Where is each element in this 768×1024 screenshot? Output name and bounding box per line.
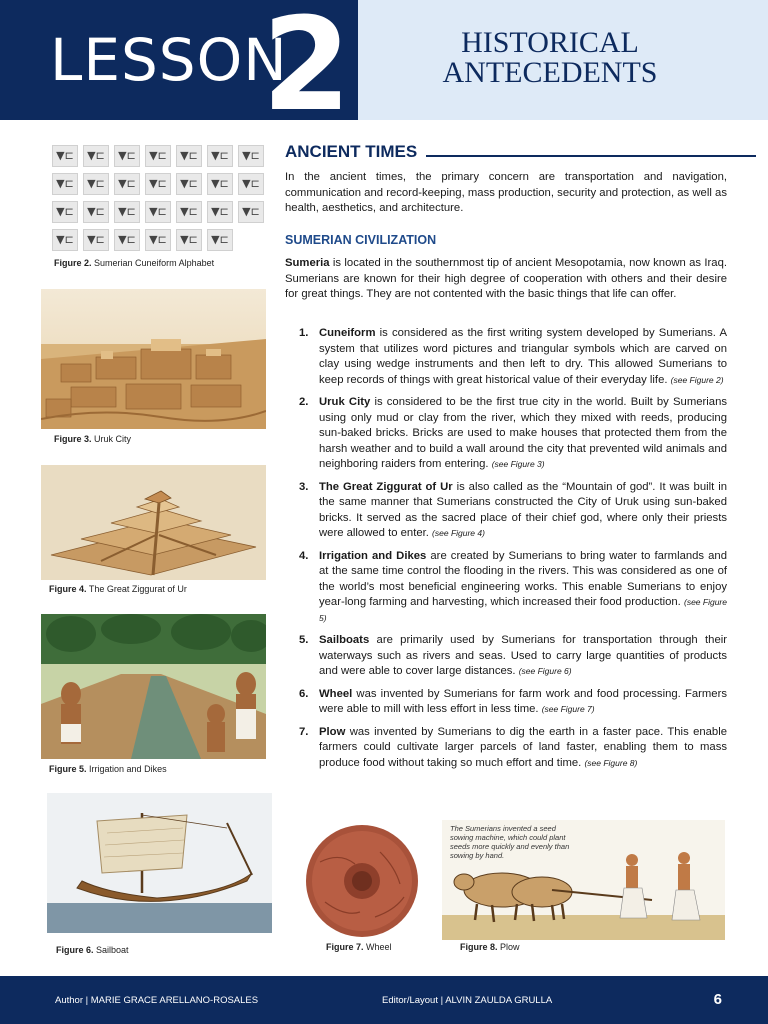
figure-3-caption: [54, 434, 131, 444]
cuneiform-glyph-tile: ▼⊏: [176, 145, 202, 167]
cuneiform-glyph-tile: ▼⊏: [52, 173, 78, 195]
figure-8-text: Plow: [500, 942, 520, 952]
plow-inset-text: The Sumerians invented a seed sowing machine, which could plant seeds more quickly and evenly than sowing by hand.: [450, 824, 570, 860]
cuneiform-glyph-tile: ▼⊏: [52, 145, 78, 167]
figure-7-text: Wheel: [366, 942, 392, 952]
item-number: 2.: [299, 396, 309, 408]
cuneiform-glyph-tile: ▼⊏: [238, 145, 264, 167]
list-item: [297, 687, 727, 718]
ziggurat-image: [41, 465, 266, 580]
lesson-word: LESSON: [50, 26, 288, 94]
cuneiform-glyph-tile: ▼⊏: [114, 145, 140, 167]
list-item: [297, 326, 727, 388]
sumeria-term: Sumeria: [285, 257, 330, 269]
list-item: [297, 549, 727, 627]
cuneiform-glyph-tile: ▼⊏: [114, 201, 140, 223]
invention-list: [297, 326, 727, 778]
page-header: [0, 0, 768, 140]
cuneiform-glyph-tile: ▼⊏: [83, 173, 109, 195]
sumeria-text: is located in the southernmost tip of ancient Mesopotamia, now known as Iraq. Sumerians are known for their high degree of cooperation with others and their desire for great things. They are not contented with the basic things that life can offer.: [285, 257, 727, 300]
cuneiform-glyph-tile: ▼⊏: [145, 201, 171, 223]
item-term: Irrigation and Dikes: [319, 549, 427, 562]
list-item: [297, 725, 727, 772]
figure-4-caption: [49, 584, 187, 594]
figure-4-text: The Great Ziggurat of Ur: [88, 584, 187, 594]
sumeria-paragraph: [285, 256, 727, 303]
sailboat-image: [47, 793, 272, 933]
lesson-title-line2: ANTECEDENTS: [442, 56, 658, 89]
item-number: 6.: [299, 687, 309, 700]
cuneiform-glyph-tile: ▼⊏: [83, 145, 109, 167]
figure-2-caption: [54, 258, 214, 268]
cuneiform-glyph-tile: ▼⊏: [238, 201, 264, 223]
cuneiform-glyph-tile: ▼⊏: [176, 229, 202, 251]
item-text: is considered as the first writing system developed by Sumerians. A system that utilizes word pictures and triangular symbols which are carved on clay using wedge instruments and then left to dry. This allowed Sumerians to keep records of things with great historical value of their everyday life.: [319, 327, 727, 386]
figure-2-text: Sumerian Cuneiform Alphabet: [94, 258, 215, 268]
figure-5-text: Irrigation and Dikes: [89, 764, 167, 774]
figure-6-caption: [56, 945, 129, 955]
cuneiform-alphabet-image: [48, 143, 266, 253]
item-figure-ref: (see Figure 4): [432, 528, 485, 538]
cuneiform-glyph-tile: ▼⊏: [207, 229, 233, 251]
item-term: Wheel: [319, 687, 353, 700]
item-number: 7.: [299, 725, 309, 738]
figure-7-caption: [326, 942, 392, 952]
item-figure-ref: (see Figure 6): [518, 666, 572, 676]
lesson-number: 2: [262, 0, 352, 140]
item-figure-ref: (see Figure 2): [670, 374, 724, 385]
section-title: ANCIENT TIMES: [285, 142, 418, 161]
figure-5-label: Figure 5.: [49, 764, 87, 774]
item-number: 1.: [299, 327, 309, 339]
cuneiform-glyph-tile: ▼⊏: [207, 145, 233, 167]
figure-8-caption: [460, 942, 520, 952]
figure-3-label: Figure 3.: [54, 434, 92, 444]
item-figure-ref: (see Figure 7): [541, 704, 595, 714]
item-figure-ref: (see Figure 8): [584, 757, 638, 768]
item-text: is also called as the “Mountain of god”. It was built in the same manner that Sumerians constructed the City of Uruk using sun-baked bricks. It served as the sacred place of their chief god, where only their priests were allowed to enter.: [319, 480, 727, 539]
item-text: are primarily used by Sumerians for transportation through their waterways such as rivers and seas. Used to carry large quantities of products and were able to cover large distances.: [319, 634, 727, 677]
cuneiform-glyph-tile: ▼⊏: [145, 173, 171, 195]
cuneiform-glyph-tile: ▼⊏: [52, 229, 78, 251]
footer-editor: Editor/Layout | ALVIN ZAULDA GRULLA: [382, 995, 553, 1006]
cuneiform-glyph-tile: ▼⊏: [176, 173, 202, 195]
figure-2-label: Figure 2.: [54, 258, 92, 268]
intro-paragraph: In the ancient times, the primary concern are transportation and navigation, communication and record-keeping, mass production, security and protection, as well as health, aesthetics, and architecture.: [285, 171, 727, 214]
item-term: Sailboats: [319, 634, 370, 646]
item-term: The Great Ziggurat of Ur: [319, 480, 453, 493]
cuneiform-glyph-tile: ▼⊏: [145, 145, 171, 167]
item-term: Plow: [319, 725, 346, 738]
cuneiform-glyph-tile: ▼⊏: [207, 173, 233, 195]
uruk-city-image: [41, 289, 266, 429]
item-figure-ref: (see Figure 5): [319, 597, 727, 623]
page-number: 6: [713, 991, 722, 1008]
header-lesson-panel: [0, 0, 358, 140]
cuneiform-glyph-tile: ▼⊏: [83, 229, 109, 251]
cuneiform-glyph-tile: ▼⊏: [238, 173, 264, 195]
cuneiform-glyph-tile: ▼⊏: [176, 201, 202, 223]
item-number: 4.: [299, 549, 309, 562]
footer-author: Author | MARIE GRACE ARELLANO-ROSALES: [55, 995, 259, 1006]
plow-image: [442, 820, 725, 940]
item-number: 3.: [299, 480, 309, 493]
cuneiform-glyph-tile: ▼⊏: [114, 229, 140, 251]
list-item: [297, 633, 727, 680]
section-title-rule: [426, 155, 756, 157]
item-term: Uruk City: [319, 396, 371, 408]
figure-3-text: Uruk City: [94, 434, 132, 444]
item-term: Cuneiform: [319, 327, 376, 339]
lesson-title-line1: HISTORICAL: [461, 26, 639, 59]
item-text: was invented by Sumerians to dig the earth in a faster pace. This enable farmers could cultivate larger parcels of land faster, enabling them to mass produce food without taking so much effort and time.: [319, 725, 727, 769]
item-text: are created by Sumerians to bring water to farmlands and at the same time control the flooding in the rivers. This was considered as one of the world’s most beneficial engineering works. This enable Sumerians to enjoy year-long farming and harvesting, which increased their food production.: [319, 549, 727, 608]
figure-6-text: Sailboat: [96, 945, 129, 955]
cuneiform-glyph-tile: ▼⊏: [114, 173, 140, 195]
cuneiform-glyph-tile: ▼⊏: [52, 201, 78, 223]
figure-5-caption: [49, 764, 167, 774]
wheel-image: [300, 822, 424, 940]
cuneiform-glyph-tile: ▼⊏: [83, 201, 109, 223]
cuneiform-glyph-tile: ▼⊏: [145, 229, 171, 251]
figure-7-label: Figure 7.: [326, 942, 364, 952]
item-figure-ref: (see Figure 3): [491, 459, 545, 469]
page-footer: [0, 976, 768, 1024]
figure-6-label: Figure 6.: [56, 945, 94, 955]
item-text: was invented by Sumerians for farm work and food processing. Farmers were able to mill with less effort in less time.: [319, 687, 727, 715]
lesson-title: [420, 28, 680, 88]
figure-8-label: Figure 8.: [460, 942, 498, 952]
irrigation-image: [41, 614, 266, 759]
item-number: 5.: [299, 634, 309, 646]
list-item: [297, 395, 727, 473]
figure-4-label: Figure 4.: [49, 584, 87, 594]
list-item: [297, 480, 727, 542]
subsection-title: SUMERIAN CIVILIZATION: [285, 233, 437, 247]
cuneiform-glyph-tile: ▼⊏: [207, 201, 233, 223]
item-text: is considered to be the first true city in the world. Built by Sumerians using only mud or clay from the river, which they mixed with reeds, producing sun-baked bricks. Bricks are used to make houses that protected them from the harsh weather and to build a wall around the city that prevented wild animals and neighboring raiders from entering.: [319, 396, 728, 470]
